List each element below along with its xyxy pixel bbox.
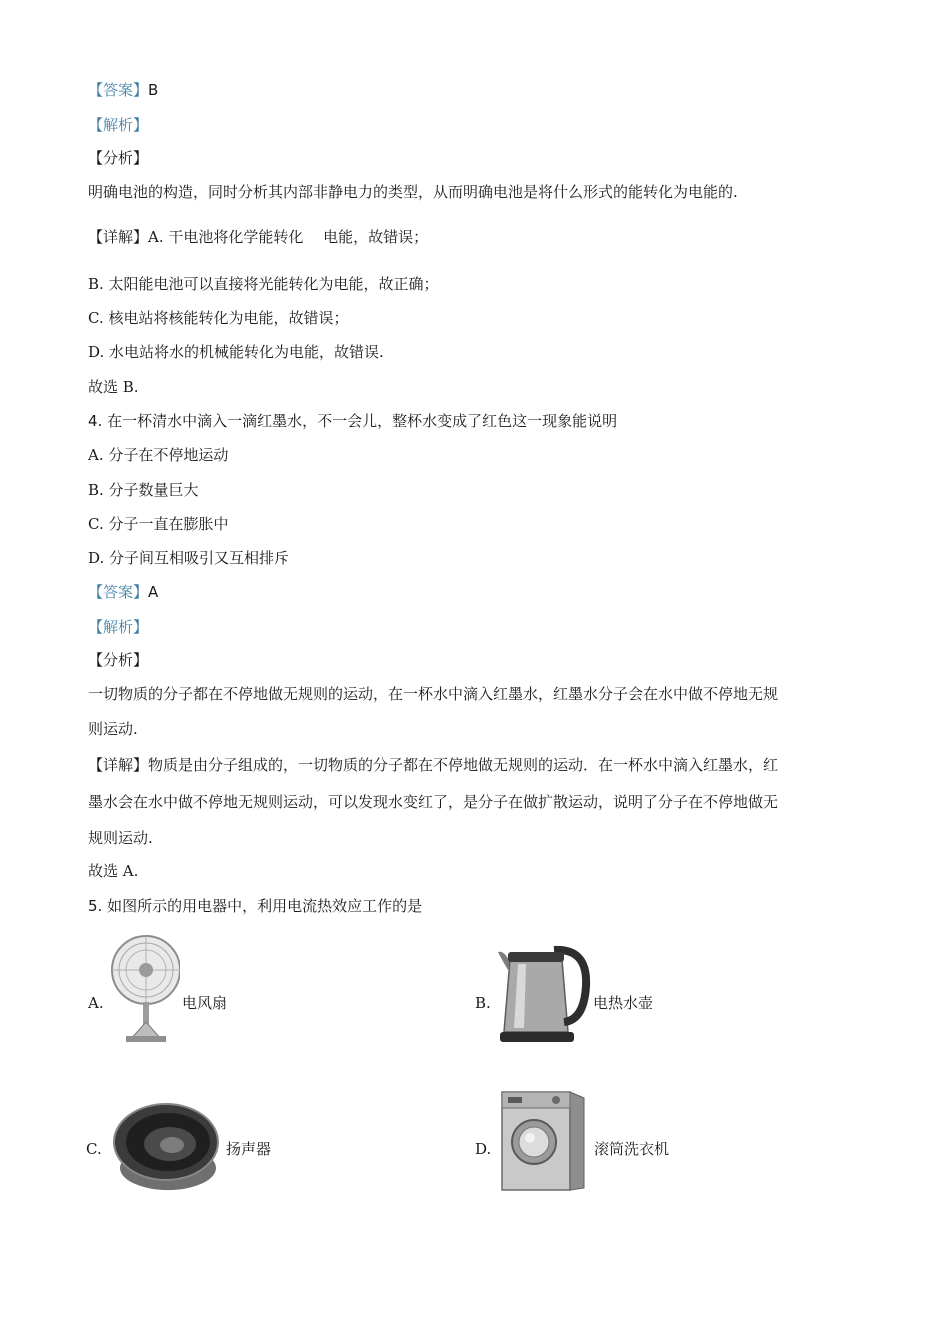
question-number: 5.	[88, 897, 103, 915]
q4-option-a: A. 分子在不停地运动	[88, 446, 229, 464]
detail-tag: 【详解】	[88, 756, 149, 774]
q5-option-b-label: 电热水壶	[593, 994, 654, 1012]
q4-detail-line2: 墨水会在水中做不停地无规则运动，可以发现水变红了，是分子在做扩散运动，说明了分子在不停地做无	[88, 793, 779, 811]
q4-answer-line	[88, 582, 158, 602]
q5-option-a-letter: A.	[88, 994, 104, 1012]
answer-tag: 【答案】	[88, 81, 149, 99]
q3-detail-c: C. 核电站将核能转化为电能，故错误；	[88, 309, 349, 327]
loudspeaker-image	[110, 1098, 222, 1194]
q4-detail-line1	[88, 755, 778, 775]
q5-option-a-label: 电风扇	[182, 994, 228, 1012]
electric-kettle-image	[496, 940, 592, 1046]
q5-option-b-letter: B.	[475, 994, 491, 1012]
q5-option-d-letter: D.	[475, 1140, 492, 1158]
question-number: 4.	[88, 412, 103, 430]
q4-option-c: C. 分子一直在膨胀中	[88, 515, 229, 533]
q3-detail-d: D. 水电站将水的机械能转化为电能，故错误.	[88, 343, 384, 361]
q5-option-c-letter: C.	[86, 1140, 102, 1158]
detail-text: 物质是由分子组成的，一切物质的分子都在不停地做无规则的运动．在一杯水中滴入红墨水，红	[148, 756, 779, 774]
q3-answer-line	[88, 80, 158, 100]
q4-option-b: B. 分子数量巨大	[88, 481, 199, 499]
q3-conclusion: 故选 B.	[88, 378, 139, 396]
detail-a: A. 干电池将化学能转化 电能，故错误；	[148, 228, 429, 246]
electric-fan-image	[108, 932, 180, 1046]
answer-tag: 【答案】	[88, 583, 149, 601]
q4-stem-line	[88, 411, 617, 431]
q3-detail-line	[88, 227, 428, 247]
q4-conclusion: 故选 A.	[88, 862, 139, 880]
q5-option-c-label: 扬声器	[226, 1140, 272, 1158]
q4-fenxi-line2: 则运动.	[88, 720, 138, 738]
detail-tag: 【详解】	[88, 228, 149, 246]
question-stem: 如图所示的用电器中，利用电流热效应工作的是	[107, 897, 423, 915]
q3-detail-b: B. 太阳能电池可以直接将光能转化为电能，故正确；	[88, 275, 439, 293]
q4-fenxi-line1: 一切物质的分子都在不停地做无规则的运动，在一杯水中滴入红墨水，红墨水分子会在水中做不停地无规	[88, 685, 779, 703]
q5-stem-line	[88, 896, 422, 916]
q3-analysis-tag: 【解析】	[88, 116, 149, 134]
q5-option-d-label: 滚筒洗衣机	[594, 1140, 670, 1158]
q4-fenxi-tag: 【分析】	[88, 651, 149, 669]
answer-value: B	[148, 81, 159, 99]
washing-machine-image	[500, 1090, 586, 1194]
question-stem: 在一杯清水中滴入一滴红墨水，不一会儿，整杯水变成了红色这一现象能说明	[107, 412, 618, 430]
q3-fenxi-tag: 【分析】	[88, 149, 149, 167]
q3-fenxi-text: 明确电池的构造，同时分析其内部非静电力的类型，从而明确电池是将什么形式的能转化为电能的.	[88, 183, 738, 201]
answer-value: A	[148, 583, 159, 601]
q4-detail-line3: 规则运动.	[88, 829, 153, 847]
q4-option-d: D. 分子间互相吸引又互相排斥	[88, 549, 290, 567]
q4-analysis-tag: 【解析】	[88, 618, 149, 636]
